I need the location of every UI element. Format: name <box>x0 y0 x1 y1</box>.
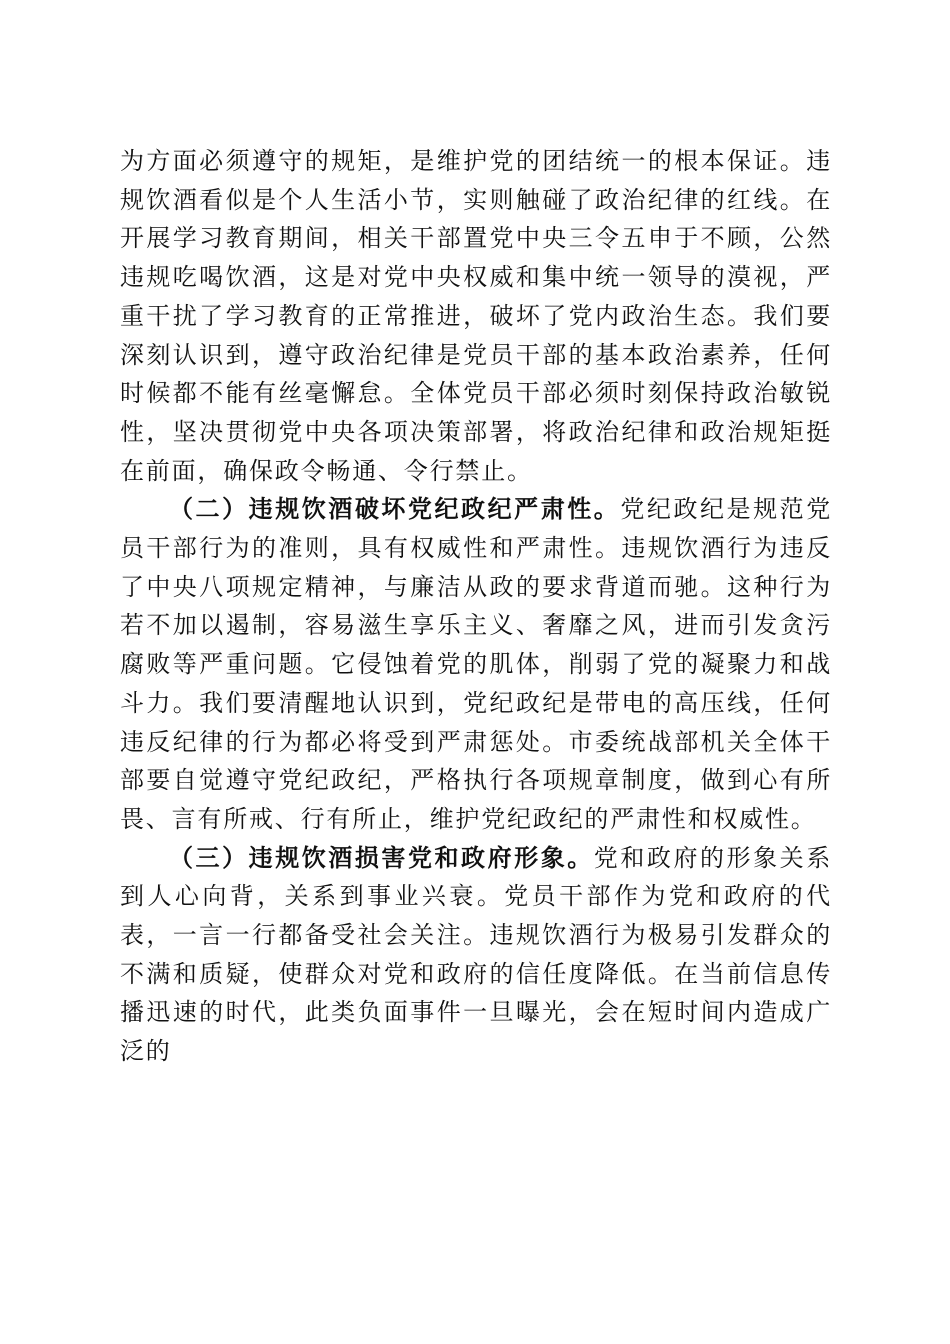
paragraph-3-text: 党和政府的形象关系到人心向背，关系到事业兴衰。党员干部作为党和政府的代表，一言一行都备受社会关注。违规饮酒行为极易引发群众的不满和质疑，使群众对党和政府的信任度降低。在当前信息传播迅速的时代，此类负面事件一旦曝光，会在短时间内造成广泛的 <box>120 843 832 1066</box>
section-heading-2: （二）违规饮酒破坏党纪政纪严肃性。 <box>169 494 621 524</box>
paragraph-2 <box>120 490 832 838</box>
paragraph-1-text: 为方面必须遵守的规矩，是维护党的团结统一的根本保证。违规饮酒看似是个人生活小节，实则触碰了政治纪律的红线。在开展学习教育期间，相关干部置党中央三令五申于不顾，公然违规吃喝饮酒，这是对党中央权威和集中统一领导的漠视，严重干扰了学习教育的正常推进，破坏了党内政治生态。我们要深刻认识到，遵守政治纪律是党员干部的基本政治素养，任何时候都不能有丝毫懈怠。全体党员干部必须时刻保持政治敏锐性，坚决贯彻党中央各项决策部署，将政治纪律和政治规矩挺在前面，确保政令畅通、令行禁止。 <box>120 147 832 485</box>
section-heading-3: （三）违规饮酒损害党和政府形象。 <box>169 842 594 872</box>
paragraph-3 <box>120 839 832 1071</box>
paragraph-1 <box>120 142 832 490</box>
paragraph-2-text: 党纪政纪是规范党员干部行为的准则，具有权威性和严肃性。违规饮酒行为违反了中央八项规定精神，与廉洁从政的要求背道而驰。这种行为若不加以遏制，容易滋生享乐主义、奢靡之风，进而引发贪污腐败等严重问题。它侵蚀着党的肌体，削弱了党的凝聚力和战斗力。我们要清醒地认识到，党纪政纪是带电的高压线，任何违反纪律的行为都必将受到严肃惩处。市委统战部机关全体干部要自觉遵守党纪政纪，严格执行各项规章制度，做到心有所畏、言有所戒、行有所止，维护党纪政纪的严肃性和权威性。 <box>120 495 832 833</box>
document-body <box>120 142 832 1071</box>
